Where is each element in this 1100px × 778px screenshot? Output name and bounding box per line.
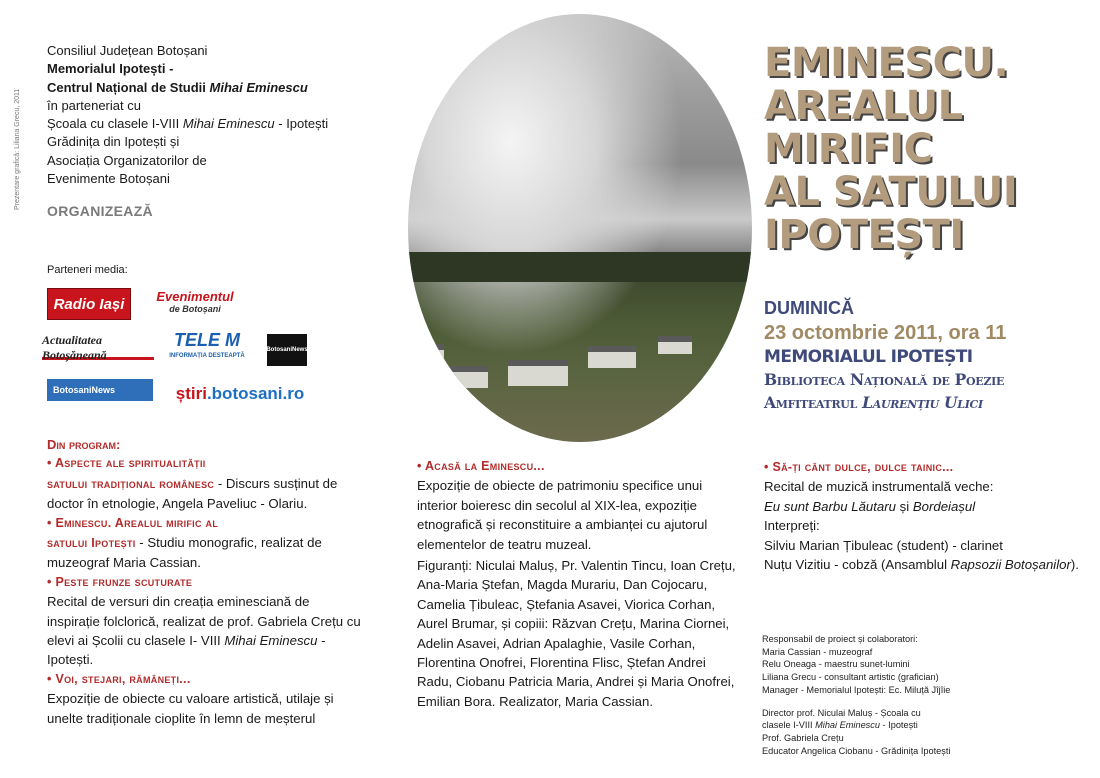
program-item-line [47,592,363,670]
logo-subtext: de Botoșani [169,304,221,314]
program-item-line [47,533,363,573]
responsible-line: Educator Angelica Ciobanu - Grădinița Ipotești [762,745,951,756]
responsible-line [762,719,1092,732]
program-item-text: Silviu Marian Țibuleac (student) - clarinet [764,537,1003,553]
logo-subtext: INFORMAȚIA DESTEAPTĂ [169,353,245,359]
responsible-line: Director prof. Niculai Maluș - Școala cu [762,707,921,718]
program-item-italic: Bordeiașul [912,498,976,514]
title-line: MIRIFIC [764,126,933,172]
responsible-text: - Ipotești [882,720,918,731]
program-heading: Din program: [47,437,121,452]
stiri-botosani-logo [170,382,310,406]
logo-text: TELE M [174,330,240,350]
program-item-line [764,497,1084,516]
botosani-black-logo: BotosaniNews [267,334,307,366]
program-item-line [764,555,1084,574]
photo-house [588,346,636,368]
program-item-text: Nuțu Vizitiu - cobză (Ansamblul [764,557,947,573]
program-item-title: • Acasă la Eminescu... [417,459,545,473]
program-item-italic: Mihai Eminescu [224,633,318,649]
program-item-text: Expoziție de obiecte cu valoare artistică, utilaje și unelte tradiționale cioplite în lemn de meșterul [47,691,334,726]
actualitatea-logo: Actualitatea Botoșăneană [42,338,154,360]
program-column-2 [417,457,737,711]
program-item-text: - Discurs [217,475,270,491]
program-item-title: satului Ipotești [47,536,136,551]
logo-text: Radio Iași [53,295,125,313]
program-item-title: • Eminescu. Arealul mirific al [47,515,219,530]
program-item-text: Recital de versuri din creația eminesciană de inspirație folclorică, realizat de prof. Gabriela Crețu cu elevi ai Școlii cu clasele I- VIII [47,594,361,649]
tele-m-logo [165,330,249,362]
photo-house [418,344,444,360]
event-amphitheatre [764,391,1094,414]
organizer-italic: Mihai Eminescu [182,116,275,132]
logo-text: știri [175,384,207,403]
responsible-italic: Mihai Eminescu [815,720,880,731]
responsible-line: Prof. Gabriela Crețu [762,732,844,743]
organizers-block [47,42,377,188]
program-figuranti: Figuranți: Niculai Maluș, Pr. Valentin Tincu, Ioan Crețu, Ana-Maria Ștefan, Magda Murariu, Dan Cojocaru, Camelia Țibuleac, Ștefania Asavei, Viorica Corhan, Aurel Brumar, și copiii: Răzvan Crețu, Marina Ciornei, Adelin Asavei, Adrian Apalaghie, Vasile Corhan, Florentina Onofrei, Florentina Flisc, Ștefan Andrei Radu, Ciobanu Patricia Maria, Andrei și Maria Onofrei, Emilian Bora. Realizator, Maria Cassian. [417,558,736,709]
program-item-text: - Ipotești. [47,633,326,668]
program-item-line [47,474,363,514]
responsible-line: Maria Cassian - muzeograf [762,646,873,657]
spacer [762,697,1092,707]
program-item-text: Recital de muzică instrumentală veche: [764,479,994,495]
organizer-line: în parteneriat cu [47,97,141,113]
event-text: Amfiteatrul [764,393,858,412]
program-item-text: Interpreți: [764,518,820,534]
event-library: Biblioteca Națională de Poezie [764,370,1005,389]
radio-iasi-logo [47,288,131,320]
responsible-text: clasele I-VIII [762,720,813,731]
event-italic: Laurențiu Ulici [862,393,983,412]
evenimentul-logo [145,290,245,316]
responsible-block [762,633,1092,757]
program-item-text: susținut de doctor în etnologie, Angela Paveliuc - Olariu. [47,475,338,512]
organizer-line [47,115,377,133]
program-item-text: - Studiu monografic, realizat de [139,535,322,551]
program-item-title: • Aspecte ale spiritualității [47,456,206,471]
media-partners-label: Parteneri media: [47,264,128,276]
logo-text: Evenimentul [156,289,234,304]
graphic-credit: Prezentare grafică: Liliana Grecu, 2011 [14,88,21,210]
organizer-line: Asociația Organizatorilor de [47,152,207,168]
responsible-heading: Responsabil de proiect și colaboratori: [762,634,918,644]
organizer-line: Evenimente Botoșani [47,171,170,187]
organizeaza-label: ORGANIZEAZĂ [47,203,153,219]
program-item-text: muzeograf Maria Cassian. [47,555,201,571]
program-item-text: Expoziție de obiecte de patrimoniu specifice unui interior boieresc din secolul al XIX-lea, expoziție etnografică și reconstituire a ambianței cu ajutorul elementelor de teatru muzeal. [417,478,708,552]
responsible-line: Manager - Memorialul Ipotești: Ec. Miluță Jîjîie [762,684,951,695]
botosani-news-logo: BotosaniNews [47,379,153,401]
organizer-line: Consiliul Județean Botoșani [47,43,208,58]
organizer-italic: Mihai Eminescu [209,79,308,95]
program-column-1 [47,435,363,728]
village-landscape-photo [408,14,752,442]
main-title [764,42,1084,257]
event-details [764,296,1094,414]
program-item-text: ). [1070,557,1079,573]
program-column-3 [764,458,1084,574]
organizer-line [47,79,377,97]
program-item-title: • Voi, stejari, rămâneți... [47,671,191,686]
responsible-line: Relu Oneaga - maestru sunet-lumini [762,659,910,670]
photo-house [658,336,692,354]
program-item-title: • Să-ți cânt dulce, dulce tainic... [764,460,954,474]
organizer-text: Centrul Național de Studii [47,79,206,95]
title-line: IPOTEȘTI [764,212,964,258]
organizer-text: Școala cu clasele I-VIII [47,116,180,132]
organizer-text: - Ipotești [278,116,329,132]
photo-house [508,360,568,386]
title-line: AREALUL [764,83,963,129]
program-item-title: • Peste frunze scuturate [47,574,193,589]
program-item-italic: Eu sunt Barbu Lăutaru [764,498,896,514]
program-item-italic: Rapsozii Botoșanilor [950,557,1071,573]
organizer-line: Grădinița din Ipotești și [47,134,180,150]
title-line: AL SATULUI [764,169,1018,215]
responsible-line: Liliana Grecu - consultant artistic (grafician) [762,672,939,683]
event-place: MEMORIALUL IPOTEȘTI [764,347,973,367]
logo-text: .botosani.ro [206,384,305,403]
event-date: 23 octombrie 2011, ora 11 [764,322,1007,344]
program-item-title: satului tradițional românesc [47,476,215,491]
photo-hills [408,252,752,282]
program-item-text: și [899,498,910,514]
organizer-line: Memorialul Ipotești - [47,61,174,77]
title-line: EMINESCU. [764,40,1009,86]
photo-house [448,366,488,388]
event-day: DUMINICĂ [764,298,854,318]
